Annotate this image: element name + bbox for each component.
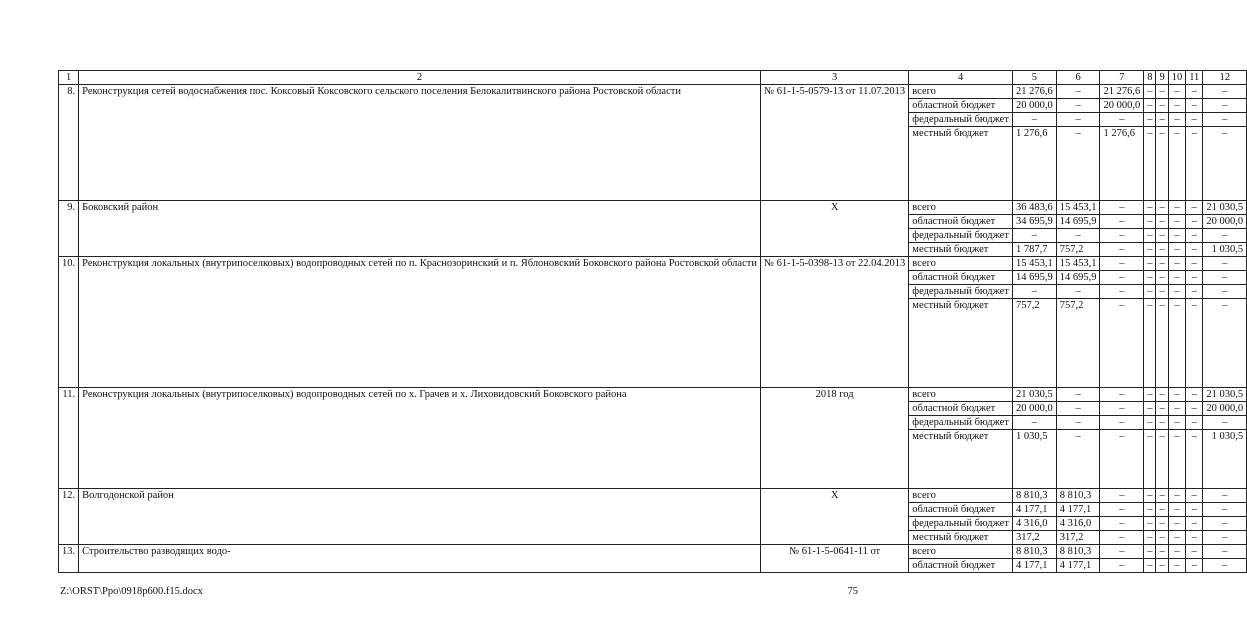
value-cell: 21 030,5 xyxy=(1012,388,1056,402)
funding-source: федеральный бюджет xyxy=(909,416,1013,430)
value-cell: 15 453,1 xyxy=(1012,257,1056,271)
value-cell: – xyxy=(1156,416,1168,430)
value-cell: 757,2 xyxy=(1012,299,1056,388)
value-cell: 20 000,0 xyxy=(1203,402,1247,416)
value-cell: 317,2 xyxy=(1056,531,1100,545)
value-cell: – xyxy=(1168,531,1186,545)
value-cell: – xyxy=(1144,559,1156,573)
column-number: 4 xyxy=(909,71,1013,85)
object-name: Строительство разводящих водо- xyxy=(79,545,761,573)
table-row xyxy=(59,545,1247,559)
value-cell: – xyxy=(1156,285,1168,299)
value-cell: 14 695,9 xyxy=(1056,215,1100,229)
object-name: Реконструкция локальных (внутрипоселковых) водопроводных сетей по х. Грачев и х. Лиховидовский Боковского района xyxy=(79,388,761,489)
value-cell: – xyxy=(1186,416,1203,430)
value-cell: – xyxy=(1100,257,1144,271)
value-cell: 36 483,6 xyxy=(1012,201,1056,215)
value-cell: 14 695,9 xyxy=(1012,271,1056,285)
value-cell: – xyxy=(1144,388,1156,402)
value-cell: – xyxy=(1100,201,1144,215)
column-number: 9 xyxy=(1156,71,1168,85)
column-number: 3 xyxy=(760,71,908,85)
value-cell: – xyxy=(1144,127,1156,201)
value-cell: – xyxy=(1168,299,1186,388)
value-cell: 317,2 xyxy=(1012,531,1056,545)
document-reference: № 61-1-5-0641-11 от xyxy=(760,545,908,573)
value-cell: 20 000,0 xyxy=(1100,99,1144,113)
value-cell: 34 695,9 xyxy=(1012,215,1056,229)
funding-source: всего xyxy=(909,489,1013,503)
value-cell: – xyxy=(1186,388,1203,402)
value-cell: – xyxy=(1144,503,1156,517)
value-cell: – xyxy=(1144,285,1156,299)
row-number: 11. xyxy=(59,388,79,489)
value-cell: – xyxy=(1100,489,1144,503)
value-cell: – xyxy=(1056,402,1100,416)
value-cell: 4 177,1 xyxy=(1012,503,1056,517)
object-name: Реконструкция сетей водоснабжения пос. Коксовый Коксовского сельского поселения Белокалитвинского района Ростовской области xyxy=(79,85,761,201)
document-reference: № 61-1-5-0579-13 от 11.07.2013 xyxy=(760,85,908,201)
value-cell: – xyxy=(1156,99,1168,113)
value-cell: 21 030,5 xyxy=(1203,388,1247,402)
value-cell: – xyxy=(1168,430,1186,489)
value-cell: – xyxy=(1168,402,1186,416)
value-cell: – xyxy=(1056,416,1100,430)
value-cell: – xyxy=(1168,229,1186,243)
value-cell: 4 316,0 xyxy=(1012,517,1056,531)
value-cell: – xyxy=(1144,531,1156,545)
value-cell: – xyxy=(1168,215,1186,229)
value-cell: – xyxy=(1186,215,1203,229)
row-number: 12. xyxy=(59,489,79,545)
value-cell: 4 316,0 xyxy=(1056,517,1100,531)
value-cell: – xyxy=(1144,201,1156,215)
value-cell: – xyxy=(1203,99,1247,113)
value-cell: – xyxy=(1144,517,1156,531)
value-cell: – xyxy=(1203,257,1247,271)
value-cell: – xyxy=(1144,85,1156,99)
value-cell: 1 276,6 xyxy=(1012,127,1056,201)
value-cell: – xyxy=(1100,271,1144,285)
funding-source: всего xyxy=(909,257,1013,271)
value-cell: – xyxy=(1056,113,1100,127)
header-row xyxy=(59,71,1247,85)
value-cell: – xyxy=(1100,416,1144,430)
value-cell: – xyxy=(1100,215,1144,229)
value-cell: 1 030,5 xyxy=(1203,430,1247,489)
value-cell: – xyxy=(1100,299,1144,388)
value-cell: 15 453,1 xyxy=(1056,257,1100,271)
value-cell: – xyxy=(1156,243,1168,257)
value-cell: – xyxy=(1100,430,1144,489)
document-reference: Х xyxy=(760,489,908,545)
value-cell: – xyxy=(1100,243,1144,257)
page-number: 75 xyxy=(847,586,858,597)
value-cell: – xyxy=(1100,517,1144,531)
value-cell: – xyxy=(1203,559,1247,573)
funding-source: местный бюджет xyxy=(909,299,1013,388)
value-cell: 20 000,0 xyxy=(1203,215,1247,229)
value-cell: – xyxy=(1203,229,1247,243)
value-cell: – xyxy=(1186,201,1203,215)
value-cell: – xyxy=(1156,229,1168,243)
value-cell: – xyxy=(1168,127,1186,201)
table-row xyxy=(59,201,1247,215)
value-cell: – xyxy=(1156,531,1168,545)
funding-source: федеральный бюджет xyxy=(909,517,1013,531)
funding-source: всего xyxy=(909,85,1013,99)
value-cell: – xyxy=(1144,243,1156,257)
row-number: 13. xyxy=(59,545,79,573)
value-cell: – xyxy=(1144,416,1156,430)
value-cell: – xyxy=(1186,545,1203,559)
value-cell: – xyxy=(1100,402,1144,416)
value-cell: 757,2 xyxy=(1056,299,1100,388)
value-cell: – xyxy=(1100,388,1144,402)
value-cell: – xyxy=(1144,299,1156,388)
value-cell: – xyxy=(1203,489,1247,503)
funding-source: федеральный бюджет xyxy=(909,229,1013,243)
value-cell: – xyxy=(1203,517,1247,531)
value-cell: – xyxy=(1186,489,1203,503)
table-row xyxy=(59,489,1247,503)
value-cell: – xyxy=(1156,127,1168,201)
value-cell: 8 810,3 xyxy=(1012,545,1056,559)
value-cell: – xyxy=(1186,531,1203,545)
value-cell: 8 810,3 xyxy=(1056,489,1100,503)
value-cell: – xyxy=(1012,113,1056,127)
funding-source: федеральный бюджет xyxy=(909,285,1013,299)
value-cell: – xyxy=(1168,416,1186,430)
column-number: 1 xyxy=(59,71,79,85)
value-cell: – xyxy=(1012,229,1056,243)
file-path: Z:\ORST\Ppo\0918p600.f15.docx xyxy=(60,586,203,597)
funding-source: местный бюджет xyxy=(909,531,1013,545)
value-cell: – xyxy=(1156,201,1168,215)
funding-source: местный бюджет xyxy=(909,430,1013,489)
funding-source: всего xyxy=(909,388,1013,402)
funding-source: областной бюджет xyxy=(909,402,1013,416)
value-cell: – xyxy=(1100,503,1144,517)
value-cell: 1 030,5 xyxy=(1203,243,1247,257)
funding-source: всего xyxy=(909,201,1013,215)
value-cell: – xyxy=(1156,402,1168,416)
funding-source: местный бюджет xyxy=(909,243,1013,257)
row-number: 9. xyxy=(59,201,79,257)
value-cell: 14 695,9 xyxy=(1056,271,1100,285)
table-row xyxy=(59,388,1247,402)
value-cell: – xyxy=(1168,85,1186,99)
value-cell: – xyxy=(1203,271,1247,285)
column-number: 6 xyxy=(1056,71,1100,85)
funding-source: областной бюджет xyxy=(909,99,1013,113)
value-cell: – xyxy=(1056,388,1100,402)
value-cell: – xyxy=(1168,388,1186,402)
budget-table xyxy=(58,70,1247,573)
value-cell: – xyxy=(1186,271,1203,285)
value-cell: – xyxy=(1144,229,1156,243)
row-number: 10. xyxy=(59,257,79,388)
value-cell: – xyxy=(1144,545,1156,559)
value-cell: – xyxy=(1168,257,1186,271)
value-cell: – xyxy=(1156,257,1168,271)
value-cell: – xyxy=(1168,517,1186,531)
value-cell: 1 787,7 xyxy=(1012,243,1056,257)
value-cell: 20 000,0 xyxy=(1012,99,1056,113)
value-cell: – xyxy=(1203,503,1247,517)
value-cell: – xyxy=(1056,99,1100,113)
value-cell: – xyxy=(1144,113,1156,127)
column-number: 7 xyxy=(1100,71,1144,85)
column-number: 2 xyxy=(79,71,761,85)
table-row xyxy=(59,85,1247,99)
value-cell: – xyxy=(1144,271,1156,285)
value-cell: 15 453,1 xyxy=(1056,201,1100,215)
column-number: 5 xyxy=(1012,71,1056,85)
funding-source: областной бюджет xyxy=(909,503,1013,517)
value-cell: 1 276,6 xyxy=(1100,127,1144,201)
value-cell: – xyxy=(1144,257,1156,271)
value-cell: – xyxy=(1168,113,1186,127)
value-cell: 4 177,1 xyxy=(1056,503,1100,517)
value-cell: – xyxy=(1186,85,1203,99)
value-cell: – xyxy=(1186,257,1203,271)
value-cell: – xyxy=(1168,559,1186,573)
value-cell: 8 810,3 xyxy=(1012,489,1056,503)
value-cell: – xyxy=(1144,489,1156,503)
value-cell: – xyxy=(1186,503,1203,517)
value-cell: – xyxy=(1186,299,1203,388)
value-cell: – xyxy=(1156,299,1168,388)
row-number: 8. xyxy=(59,85,79,201)
column-number: 12 xyxy=(1203,71,1247,85)
value-cell: – xyxy=(1186,127,1203,201)
value-cell: – xyxy=(1056,127,1100,201)
value-cell: – xyxy=(1186,243,1203,257)
value-cell: – xyxy=(1168,243,1186,257)
value-cell: – xyxy=(1100,285,1144,299)
value-cell: 21 276,6 xyxy=(1012,85,1056,99)
value-cell: – xyxy=(1168,545,1186,559)
funding-source: федеральный бюджет xyxy=(909,113,1013,127)
value-cell: – xyxy=(1056,85,1100,99)
value-cell: – xyxy=(1156,559,1168,573)
value-cell: – xyxy=(1144,99,1156,113)
value-cell: – xyxy=(1156,113,1168,127)
value-cell: – xyxy=(1156,388,1168,402)
value-cell: – xyxy=(1144,215,1156,229)
value-cell: – xyxy=(1100,113,1144,127)
value-cell: – xyxy=(1100,545,1144,559)
value-cell: 20 000,0 xyxy=(1012,402,1056,416)
document-reference: 2018 год xyxy=(760,388,908,489)
value-cell: – xyxy=(1012,285,1056,299)
value-cell: – xyxy=(1203,545,1247,559)
value-cell: – xyxy=(1203,285,1247,299)
object-name: Боковский район xyxy=(79,201,761,257)
value-cell: – xyxy=(1186,285,1203,299)
value-cell: – xyxy=(1203,531,1247,545)
value-cell: – xyxy=(1168,503,1186,517)
value-cell: – xyxy=(1156,85,1168,99)
value-cell: – xyxy=(1186,402,1203,416)
value-cell: – xyxy=(1168,271,1186,285)
value-cell: – xyxy=(1168,285,1186,299)
value-cell: 8 810,3 xyxy=(1056,545,1100,559)
column-number: 11 xyxy=(1186,71,1203,85)
value-cell: 757,2 xyxy=(1056,243,1100,257)
value-cell: – xyxy=(1012,416,1056,430)
value-cell: – xyxy=(1156,545,1168,559)
value-cell: – xyxy=(1156,430,1168,489)
value-cell: – xyxy=(1056,285,1100,299)
value-cell: – xyxy=(1203,299,1247,388)
value-cell: – xyxy=(1168,489,1186,503)
value-cell: – xyxy=(1203,113,1247,127)
value-cell: – xyxy=(1056,430,1100,489)
value-cell: – xyxy=(1186,559,1203,573)
document-reference: № 61-1-5-0398-13 от 22.04.2013 xyxy=(760,257,908,388)
value-cell: – xyxy=(1156,503,1168,517)
value-cell: – xyxy=(1168,99,1186,113)
document-reference: Х xyxy=(760,201,908,257)
funding-source: областной бюджет xyxy=(909,559,1013,573)
object-name: Реконструкция локальных (внутрипоселковых) водопроводных сетей по п. Краснозоринский и п. Яблоновский Боковского района Ростовской области xyxy=(79,257,761,388)
value-cell: – xyxy=(1156,517,1168,531)
table-row xyxy=(59,257,1247,271)
value-cell: – xyxy=(1203,416,1247,430)
value-cell: – xyxy=(1144,402,1156,416)
column-number: 10 xyxy=(1168,71,1186,85)
value-cell: – xyxy=(1203,127,1247,201)
funding-source: всего xyxy=(909,545,1013,559)
column-number: 8 xyxy=(1144,71,1156,85)
value-cell: – xyxy=(1156,271,1168,285)
value-cell: 4 177,1 xyxy=(1012,559,1056,573)
value-cell: 21 030,5 xyxy=(1203,201,1247,215)
value-cell: – xyxy=(1100,229,1144,243)
value-cell: – xyxy=(1186,517,1203,531)
value-cell: – xyxy=(1203,85,1247,99)
value-cell: – xyxy=(1156,489,1168,503)
value-cell: – xyxy=(1186,229,1203,243)
value-cell: – xyxy=(1100,559,1144,573)
funding-source: областной бюджет xyxy=(909,215,1013,229)
value-cell: 4 177,1 xyxy=(1056,559,1100,573)
value-cell: – xyxy=(1186,99,1203,113)
value-cell: – xyxy=(1186,430,1203,489)
value-cell: 1 030,5 xyxy=(1012,430,1056,489)
value-cell: – xyxy=(1144,430,1156,489)
value-cell: – xyxy=(1056,229,1100,243)
funding-source: областной бюджет xyxy=(909,271,1013,285)
value-cell: – xyxy=(1156,215,1168,229)
value-cell: – xyxy=(1186,113,1203,127)
value-cell: – xyxy=(1100,531,1144,545)
object-name: Волгодонской район xyxy=(79,489,761,545)
value-cell: – xyxy=(1168,201,1186,215)
value-cell: 21 276,6 xyxy=(1100,85,1144,99)
funding-source: местный бюджет xyxy=(909,127,1013,201)
